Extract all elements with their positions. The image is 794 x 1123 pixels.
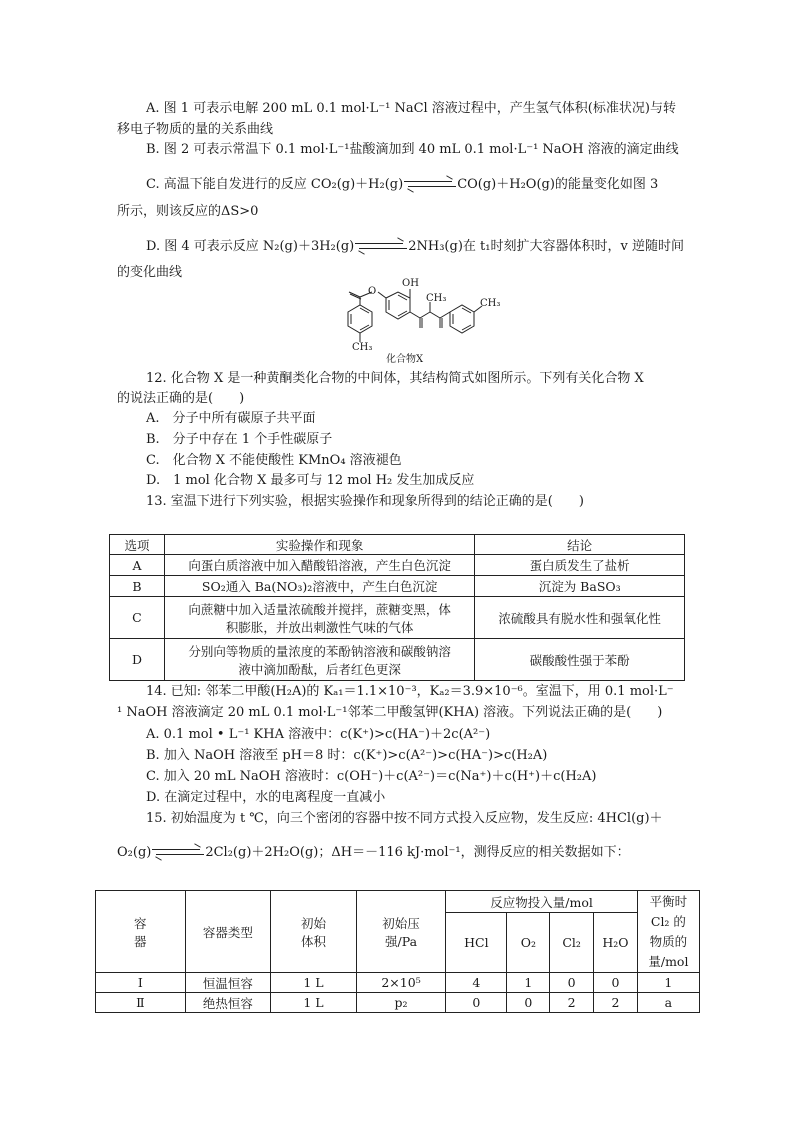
compound-x-structure [330,278,501,365]
methyl-label-center: CH₃ [426,293,447,304]
cell-type: 恒温恒容 [185,973,271,993]
row-option: B [110,576,165,597]
row-option: C [110,597,165,639]
q15-stem-post: 2Cl₂(g)＋2H₂O(g)；ΔH＝－116 kJ·mol⁻¹，测得反应的相关数据如下： [205,845,630,860]
header-vessel-l2: 器 [134,933,147,949]
row-conclusion: 沉淀为 BaSO₃ [475,576,685,597]
cell-cl2: 0 [550,973,594,993]
cell-h2o: 2 [594,993,638,1013]
header-hcl: HCl [446,913,507,973]
row-operation: SO₂通入 Ba(NO₃)₂溶液中，产生白色沉淀 [164,576,474,597]
q14-option-c: C. 加入 20 mL NaOH 溶液时：c(OH⁻)＋c(A²⁻)＝c(Na⁺)＋c(H⁺)＋c(H₂A) [146,769,597,784]
header-vessel-l1: 容 [134,915,147,931]
q12-option-a: A. 分子中所有碳原子共平面 [146,411,316,426]
table-header-row [110,535,685,555]
q14-stem-line2: ¹ NaOH 溶液滴定 20 mL 0.1 mol·L⁻¹邻苯二甲酸氢钾(KHA) 溶液。下列说法正确的是( ) [117,705,663,720]
row-operation: 向蛋白质溶液中加入醋酸铅溶液，产生白色沉淀 [164,555,474,576]
row-operation [164,597,474,639]
header-operation: 实验操作和现象 [164,535,474,555]
q11-option-a-line1: A. 图 1 可表示电解 200 mL 0.1 mol·L⁻¹ NaCl 溶液过程中，产生氢气体积(标准状况)与转 [146,101,676,116]
row-operation [164,639,474,681]
q11-option-d-text-post: 2NH₃(g)在 t₁时刻扩大容器体积时，v 逆随时间 [408,239,684,254]
q12-option-d: D. 1 mol 化合物 X 最多可与 12 mol H₂ 发生加成反应 [146,473,475,488]
cell-id: Ⅰ [96,973,186,993]
operation-line1: 分别向等物质的量浓度的苯酚钠溶液和碳酸钠溶 [188,643,451,659]
header-eq-l3: 物质的 [649,933,688,949]
cell-h2o: 0 [594,973,638,993]
table-row [110,555,685,576]
table-row [96,973,700,993]
row-conclusion: 碳酸酸性强于苯酚 [475,639,685,681]
header-vessel [96,891,186,973]
cell-volume: 1 L [271,993,357,1013]
header-eq-l2: Cl₂ 的 [650,913,686,929]
table-row [110,576,685,597]
q12-option-c: C. 化合物 X 不能使酸性 KMnO₄ 溶液褪色 [146,453,402,468]
cell-volume: 1 L [271,973,357,993]
equilibrium-arrow-icon [355,242,407,252]
q12-stem-line2: 的说法正确的是( ) [117,391,245,406]
header-eq-l1: 平衡时 [649,893,688,909]
cell-o2: 0 [507,993,550,1013]
operation-line1: 向蔗糖中加入适量浓硫酸并搅拌，蔗糖变黑，体 [188,601,451,617]
operation-line2: 积膨胀，并放出刺激性气味的气体 [225,619,414,635]
header-pressure-l1: 初始压 [382,915,420,931]
table-row [110,639,685,681]
methyl-label-left: CH₃ [352,342,373,353]
q14-option-b: B. 加入 NaOH 溶液至 pH＝8 时：c(K⁺)>c(A²⁻)>c(HA⁻)>c(H₂A) [146,748,548,763]
q14-stem-line1: 14. 已知: 邻苯二甲酸(H₂A)的 Kₐ₁＝1.1×10⁻³，Kₐ₂＝3.9×10⁻⁶。室温下，用 0.1 mol·L⁻ [146,684,674,699]
operation-line2: 液中滴加酚酞，后者红色更深 [238,661,401,677]
q11-option-a-line2: 移电子物质的量的关系曲线 [117,122,274,137]
equilibrium-arrow-icon [152,848,204,858]
q14-option-d: D. 在滴定过程中，水的电离程度一直减小 [146,790,386,805]
q13-table [109,534,685,681]
cell-cl2: 2 [550,993,594,1013]
q14-option-a: A. 0.1 mol • L⁻¹ KHA 溶液中：c(K⁺)>c(HA⁻)＋2c(A²⁻) [146,727,491,742]
q15-stem-line1: 15. 初始温度为 t ℃，向三个密闭的容器中按不同方式投入反应物，发生反应: 4HCl(g)＋ [146,811,663,826]
header-volume-l2: 体积 [300,933,326,949]
structure-caption: 化合物X [386,354,424,365]
table-row [96,993,700,1013]
row-conclusion: 蛋白质发生了盐析 [475,555,685,576]
table-row [110,597,685,639]
header-eq-l4: 量/mol [648,953,689,969]
header-volume-l1: 初始 [300,915,326,931]
cell-id: Ⅱ [96,993,186,1013]
q11-option-d-text-pre: D. 图 4 可表示反应 N₂(g)＋3H₂(g) [146,239,355,254]
header-option: 选项 [110,535,165,555]
row-conclusion: 浓硫酸具有脱水性和强氧化性 [475,597,685,639]
header-volume [271,891,357,973]
cell-type: 绝热恒容 [185,993,271,1013]
q11-option-c-text-pre: C. 高温下能自发进行的反应 CO₂(g)＋H₂(g) [146,177,404,192]
row-option: A [110,555,165,576]
q15-table [95,890,700,1013]
q13-stem: 13. 室温下进行下列实验，根据实验操作和现象所得到的结论正确的是( ) [146,494,584,509]
equilibrium-arrow-icon [404,180,456,190]
q11-option-d-line1 [146,238,684,256]
q11-option-b: B. 图 2 可表示常温下 0.1 mol·L⁻¹盐酸滴加到 40 mL 0.1 mol·L⁻¹ NaOH 溶液的滴定曲线 [146,142,679,157]
header-cl2: Cl₂ [550,913,594,973]
methyl-label-right: CH₃ [480,298,501,309]
header-type: 容器类型 [185,891,271,973]
q15-stem-pre: O₂(g) [117,845,152,860]
header-equilibrium [637,891,699,973]
header-pressure [356,891,446,973]
q12-option-b: B. 分子中存在 1 个手性碳原子 [146,432,333,447]
q11-option-d-line2: 的变化曲线 [117,265,183,280]
cell-eq: a [637,993,699,1013]
q11-option-c-line1 [146,176,658,194]
header-feed: 反应物投入量/mol [446,891,637,913]
row-option: D [110,639,165,681]
cell-hcl: 0 [446,993,507,1013]
q12-stem-line1: 12. 化合物 X 是一种黄酮类化合物的中间体，其结构简式如图所示。下列有关化合物 X [146,371,644,386]
cell-pressure: p₂ [356,993,446,1013]
q11-option-c-text-post: CO(g)＋H₂O(g)的能量变化如图 3 [457,177,659,192]
hydroxyl-label: OH [402,278,419,289]
header-o2: O₂ [507,913,550,973]
header-conclusion: 结论 [475,535,685,555]
header-h2o: H₂O [594,913,638,973]
cell-pressure: 2×10⁵ [356,973,446,993]
cell-eq: 1 [637,973,699,993]
header-pressure-l2: 强/Pa [385,933,418,949]
q11-option-c-line2: 所示，则该反应的ΔS>0 [117,204,259,219]
ester-oxygen-label: O [368,286,377,297]
q15-stem-line2 [117,844,630,862]
cell-hcl: 4 [446,973,507,993]
cell-o2: 1 [507,973,550,993]
